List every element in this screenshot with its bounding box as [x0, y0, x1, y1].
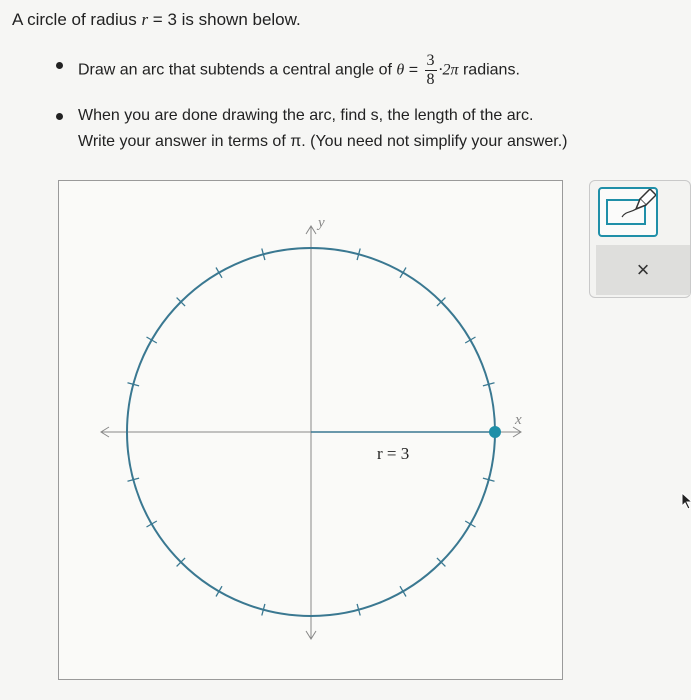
- radians-text: radians.: [458, 61, 520, 79]
- tick-mark: [216, 586, 222, 596]
- instruction-2-line-1: When you are done drawing the arc, find s, the length of the arc.: [78, 107, 534, 124]
- bullet-dot: [56, 113, 63, 120]
- tick-mark: [216, 268, 222, 278]
- bullet-dot: [56, 62, 63, 69]
- two-pi-term: ·2π: [438, 61, 459, 79]
- graph-canvas[interactable]: [58, 180, 563, 680]
- fraction-numerator: 3: [426, 52, 435, 69]
- instruction-find-length: [56, 103, 676, 155]
- fraction-denominator: 8: [426, 71, 435, 88]
- axes: [101, 215, 522, 639]
- radius-label: r = 3: [377, 444, 410, 463]
- prompt-text-before: A circle of radius: [12, 10, 142, 29]
- tick-mark: [400, 586, 406, 596]
- equals-sign: =: [404, 61, 423, 79]
- theta-symbol: θ: [396, 61, 405, 79]
- x-axis-label: x: [515, 412, 522, 428]
- circle-graph[interactable]: [59, 181, 562, 679]
- tick-mark: [147, 521, 157, 527]
- instruction-2-line-2: Write your answer in terms of π. (You need not simplify your answer.): [78, 133, 568, 150]
- tick-mark: [465, 521, 475, 527]
- instruction-draw-arc: [56, 52, 676, 89]
- mouse-cursor-icon: [680, 492, 691, 510]
- close-icon: ×: [636, 257, 650, 282]
- clear-button[interactable]: [596, 245, 690, 295]
- arc-start-point[interactable]: [489, 426, 501, 438]
- problem-statement: [12, 10, 301, 30]
- tick-mark: [147, 337, 157, 343]
- instruction-1-text: Draw an arc that subtends a central angle of: [78, 61, 397, 79]
- instructions-list: [56, 52, 676, 169]
- radius-variable: r: [141, 10, 149, 29]
- angle-fraction: [425, 52, 437, 89]
- tick-mark: [465, 337, 475, 343]
- y-axis-label: y: [318, 215, 325, 231]
- drawing-tools-panel: [589, 180, 691, 298]
- pencil-icon: [600, 189, 656, 235]
- prompt-text-after: = 3 is shown below.: [148, 10, 301, 29]
- pencil-tool-button[interactable]: [598, 187, 658, 237]
- tick-mark: [400, 268, 406, 278]
